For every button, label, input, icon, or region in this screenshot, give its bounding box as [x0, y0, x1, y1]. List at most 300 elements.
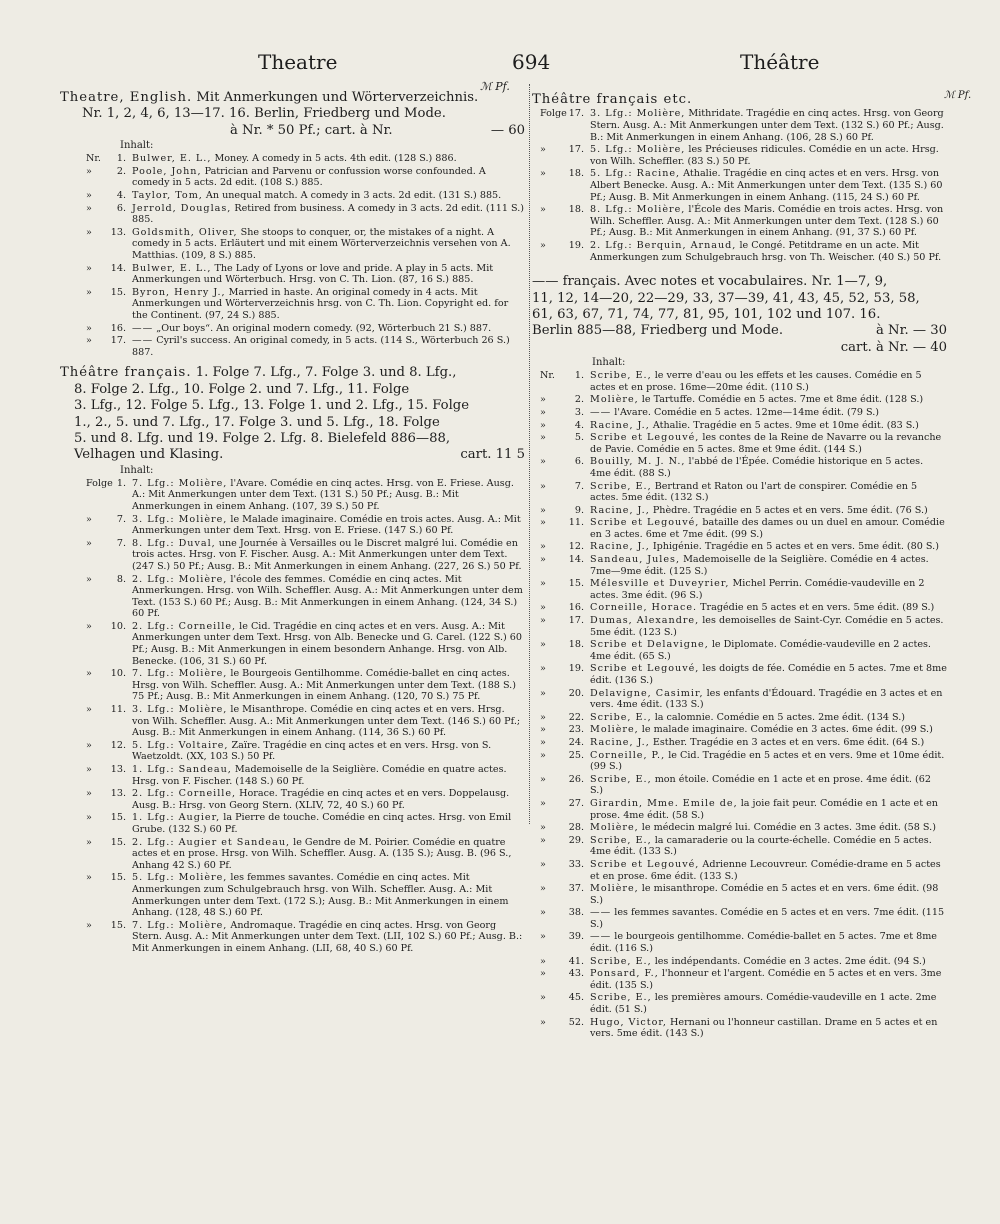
entry-label [532, 663, 584, 675]
section-lead: Théâtre français. [60, 365, 192, 381]
entry-label [60, 287, 126, 299]
entry-author: Molière, [590, 724, 639, 736]
entry-author: Sandeau, Jules, [590, 554, 681, 566]
list-item [532, 859, 947, 882]
section-line: Velhagen und Klasing. [74, 447, 224, 463]
entry-prefix: » [540, 602, 546, 614]
entry-author: 5. Lfg.: Molière, [132, 872, 228, 884]
entry-prefix: Nr. [86, 153, 101, 165]
entry-prefix: » [540, 749, 546, 761]
list-item [60, 704, 525, 739]
entry-prefix: » [540, 931, 546, 943]
section-line: 5. und 8. Lfg. und 19. Folge 2. Lfg. 8. Bielefeld 886—88, [74, 430, 451, 446]
entry-label [532, 554, 584, 566]
entry-number: 13. [110, 764, 126, 775]
entry-text: Cyril's success. An original comedy, in 5 acts. (114 S., Wörterbuch 26 S.) 887. [132, 335, 510, 358]
entry-prefix: » [540, 432, 546, 444]
entry-label [60, 740, 126, 752]
entry-label [60, 872, 126, 884]
section-price: cart. 11 5 [460, 447, 525, 463]
currency-header-right: ℳ Pf. [944, 90, 972, 101]
list-item [532, 144, 947, 167]
entry-prefix: » [540, 1016, 546, 1028]
entry-label [532, 956, 584, 968]
entry-text: l'honneur et l'argent. Comédie en 5 actes et en vers. 3me édit. (135 S.) [590, 968, 942, 991]
entry-label [532, 639, 584, 651]
list-item [532, 456, 947, 479]
list-item [60, 166, 525, 189]
entry-author: Bouilly, M. J. N., [590, 456, 686, 468]
section-line: 1. Folge 7. Lfg., 7. Folge 3. und 8. Lfg., [195, 365, 457, 381]
section-heading-francais-vocab [532, 274, 947, 356]
section-line: Avec notes et vocabulaires. Nr. 1—7, 9, [624, 274, 888, 290]
entry-author: 2. Lfg.: Corneille, [132, 788, 237, 800]
currency-header-left: ℳ Pf. [480, 80, 510, 93]
entry-author: —— [590, 907, 612, 919]
entry-label [60, 704, 126, 716]
section-line: 1., 2., 5. und 7. Lfg., 17. Folge 3. und 5. Lfg., 18. Folge [74, 414, 440, 430]
entry-label [532, 168, 584, 180]
entry-label [532, 394, 584, 406]
list-item [532, 1017, 947, 1040]
entry-prefix: » [540, 204, 546, 216]
entry-text: le Gendre de M. Poirier. Comédie en quatre actes et en prose. Hrsg. von Wilh. Scheffler. Ausg. A. (135 S.); Ausg. B. (96 S., Anhang 42 S.) 60 Pf. [132, 836, 512, 871]
entry-prefix: » [540, 797, 546, 809]
entry-prefix: » [86, 812, 92, 824]
entry-prefix: » [540, 711, 546, 723]
entry-text: Tragédie en 5 actes et en vers. 5me édit. (89 S.) [700, 602, 935, 614]
page-number: 694 [512, 50, 551, 74]
entry-author: Hugo, Victor, [590, 1016, 667, 1028]
entry-text: Zaïre. Tragédie en cinq actes et en vers. Hrsg. von S. Waetzoldt. (XX, 103 S.) 50 Pf. [132, 739, 492, 763]
entry-label [532, 432, 584, 444]
entry-label [60, 203, 126, 215]
entry-author: 3. Lfg.: Molière, [132, 513, 228, 525]
entry-number: 2. [574, 394, 584, 406]
entry-number: 16. [110, 322, 126, 334]
entry-label [532, 992, 584, 1004]
entry-label [532, 240, 584, 252]
entry-number: 5. [574, 432, 584, 444]
left-column [60, 90, 525, 956]
entry-text: le Cid. Tragédie en 5 actes et en vers. 9me et 10me édit. (99 S.) [590, 749, 945, 773]
entry-author: Racine, J., [590, 736, 650, 748]
entry-author: 5. Lfg.: Racine, [590, 168, 681, 180]
list-item [532, 432, 947, 455]
entry-number: 13. [110, 226, 126, 238]
entry-text: Patrician and Parvenu or confussion worse confounded. A comedy in 5 acts. 2d edit. (108 S.) 885. [132, 165, 486, 189]
entry-number: 3. [574, 406, 584, 418]
entry-text: Retired from business. A comedy in 3 acts. 2d edit. (111 S.) 885. [132, 202, 525, 226]
entry-label [60, 263, 126, 275]
entry-text: le Bourgeois Gentilhomme. Comédie-ballet en cinq actes. Hrsg. von Wilh. Scheffler. Ausg. A.: Mit Anmerkungen unter dem Text. (188 S.) 75 Pf.; Ausg. B.: Mit Anmerkungen in einem Anhang. (120, 70 S.) 75 Pf. [132, 668, 516, 703]
column-divider [529, 84, 530, 824]
list-item [60, 668, 525, 703]
entry-label [532, 859, 584, 871]
entry-prefix: » [540, 394, 546, 406]
entry-text: Iphigénie. Tragédie en 5 actes et en vers. 5me édit. (80 S.) [652, 541, 939, 553]
entry-prefix: » [540, 456, 546, 468]
entry-author: Scribe et Legouvé, [590, 858, 700, 870]
list-item [60, 872, 525, 918]
list-item [532, 968, 947, 991]
entry-author: 1. Lfg.: Augier, [132, 812, 221, 824]
section-price: — 60 [490, 122, 525, 138]
entry-label [532, 750, 584, 762]
entry-label [532, 420, 584, 432]
entry-prefix: » [86, 322, 92, 334]
entry-number: 27. [568, 797, 584, 809]
entry-prefix: » [540, 858, 546, 870]
section-line: 3. Lfg., 12. Folge 5. Lfg., 13. Folge 1. und 2. Lfg., 15. Folge [74, 398, 470, 414]
list-item [532, 578, 947, 601]
entry-label [532, 737, 584, 749]
entry-number: 28. [568, 822, 584, 834]
entry-number: 10. [110, 620, 126, 632]
entry-text: Mithridate. Tragédie en cinq actes. Hrsg. von Georg Stern. Ausg. A.: Mit Anmerkungen unter dem Text. (132 S.) 60 Pf.; Ausg. B.: Mit Anmerkungen in einem Anhang. (106, 28 S.) 60 Pf. [590, 108, 944, 143]
entry-number: 7. [574, 480, 584, 492]
entry-number: 18. [568, 204, 584, 216]
entry-label [532, 517, 584, 529]
entry-prefix: » [540, 687, 546, 699]
contents-label: Inhalt: [120, 464, 154, 476]
entry-label [60, 514, 126, 526]
entry-list-vocab [532, 370, 947, 1040]
list-item [532, 639, 947, 662]
list-item [532, 774, 947, 797]
entry-label [60, 166, 126, 178]
entry-author: 8. Lfg.: Molière, [590, 204, 686, 216]
entry-author: 2. Lfg.: Augier et Sandeau, [132, 836, 291, 848]
entry-label [60, 788, 126, 800]
entry-prefix: » [540, 773, 546, 785]
entry-text: bataille des dames ou un duel en amour. Comédie en 3 actes. 6me et 7me édit. (99 S.) [590, 517, 945, 540]
entry-author: Scribe, E., [590, 992, 652, 1004]
entry-number: 17. [110, 335, 126, 347]
list-item [60, 153, 525, 165]
entry-number: 15. [110, 872, 126, 884]
entry-text: la calomnie. Comédie en 5 actes. 2me édit. (134 S.) [654, 711, 906, 723]
entry-number: 37. [568, 883, 584, 895]
entry-prefix: » [86, 286, 92, 298]
list-item [60, 574, 525, 620]
list-item [60, 812, 525, 835]
entry-prefix: » [540, 419, 546, 431]
entry-text: Michel Perrin. Comédie-vaudeville en 2 actes. 3me édit. (96 S.) [590, 578, 925, 601]
entry-author: Racine, J., [590, 504, 650, 516]
section-price: à Nr. — 30 [876, 323, 947, 339]
list-item [532, 370, 947, 393]
list-item [532, 883, 947, 906]
entry-prefix: Folge [86, 477, 113, 489]
entry-prefix: » [540, 834, 546, 846]
entry-author: Scribe, E., [590, 711, 652, 723]
entry-prefix: » [86, 764, 92, 775]
entry-text: une Journée à Versailles ou le Discret malgré lui. Comédie en trois actes. Hrsg. von F. Fischer. Ausg. A.: Mit Anmerkungen unter dem Text. (247 S.) 50 Pf.; Ausg. B.: Mit Anmerkungen in einem Anhang. (227, 26 S.) 50 Pf. [132, 537, 522, 572]
entry-number: 29. [568, 834, 584, 846]
entry-prefix: » [86, 739, 92, 751]
entry-label [532, 615, 584, 627]
entry-label [532, 822, 584, 834]
entry-label [532, 578, 584, 590]
entry-label [60, 920, 126, 932]
entry-label [532, 407, 584, 419]
entry-prefix: » [86, 537, 92, 549]
entry-author: 2. Lfg.: Molière, [132, 573, 228, 585]
entry-author: —— [590, 931, 612, 943]
entry-number: 15. [568, 578, 584, 590]
entry-author: Scribe et Legouvé, [590, 517, 700, 529]
entry-number: 16. [568, 602, 584, 614]
entry-label [532, 688, 584, 700]
entry-number: 18. [568, 168, 584, 180]
entry-text: le Misanthrope. Comédie en cinq actes et en vers. Hrsg. von Wilh. Scheffler. Ausg. A.: Mit Anmerkungen unter dem Text. (146 S.) 60 Pf.; Ausg. B.: Mit Anmerkungen in einem Anhang. (114, 36 S.) 60 Pf. [132, 704, 521, 739]
entry-label [60, 668, 126, 680]
entry-text: l'École des Maris. Comédie en trois actes. Hrsg. von Wilh. Scheffler. Ausg. A.: Mit Anmerkungen unter dem Text. (128 S.) 60 Pf.; Ausg. B.: Mit Anmerkungen in einem Anhang. (91, 37 S.) 60 Pf. [590, 204, 944, 239]
entry-label [60, 478, 126, 490]
list-item [532, 688, 947, 711]
entry-text: les contes de la Reine de Navarre ou la revanche de Pavie. Comédie en 5 actes. 8me et 9me édit. (144 S.) [590, 432, 942, 455]
entry-text: la camaraderie ou la courte-échelle. Comédie en 5 actes. 4me édit. (133 S.) [590, 834, 932, 858]
entry-author: Girardin, Mme. Emile de, [590, 797, 738, 809]
entry-prefix: » [86, 573, 92, 585]
entry-text: le Diplomate. Comédie-vaudeville en 2 actes. 4me édit. (65 S.) [590, 639, 931, 662]
entry-prefix: » [540, 144, 546, 156]
entry-prefix: » [540, 907, 546, 919]
list-item [532, 931, 947, 954]
entry-label [60, 837, 126, 849]
entry-text: le bourgeois gentilhomme. Comédie-ballet en 5 actes. 7me et 8me édit. (116 S.) [590, 931, 937, 955]
entry-number: 14. [568, 554, 584, 566]
entry-prefix: » [540, 955, 546, 967]
entry-label [532, 370, 584, 382]
entry-text: Money. A comedy in 5 acts. 4th edit. (128 S.) 886. [214, 153, 457, 165]
entry-author: Scribe, E., [590, 773, 652, 785]
entry-number: 22. [568, 711, 584, 723]
entry-text: The Lady of Lyons or love and pride. A play in 5 acts. Mit Anmerkungen und Wörterbuch. Hrsg. von C. Th. Lion. (87, 16 S.) 885. [132, 262, 494, 286]
entry-text: Athalie. Tragédie en 5 actes. 9me et 10me édit. (83 S.) [652, 419, 919, 431]
entry-number: 13. [110, 788, 126, 800]
entry-author: 5. Lfg.: Molière, [590, 144, 686, 156]
contents-label: Inhalt: [120, 140, 154, 152]
entry-author: Scribe et Legouvé, [590, 432, 700, 444]
entry-author: Racine, J., [590, 419, 650, 431]
entry-prefix: Folge [540, 108, 567, 120]
entry-label [532, 968, 584, 980]
entry-prefix: » [86, 704, 92, 716]
entry-text: la Pierre de touche. Comédie en cinq actes. Hrsg. von Emil Grube. (132 S.) 60 Pf. [132, 812, 512, 835]
entry-author: 3. Lfg.: Molière, [590, 108, 686, 120]
entry-text: le Congé. Petitdrame en un acte. Mit Anmerkungen zum Schulgebrauch hrsg. von Th. Weischer. (40 S.) 50 Pf. [590, 239, 942, 263]
entry-author: Delavigne, Casimir, [590, 687, 704, 699]
list-item [60, 920, 525, 955]
entry-text: les femmes savantes. Comédie en cinq actes. Mit Anmerkungen zum Schulgebrauch hrsg. von Wilh. Scheffler. Ausg. A.: Mit Anmerkungen unter dem Text. (172 S.); Ausg. B.: Mit Anmerkungen in einem Anhang. (128, 48 S.) 60 Pf. [132, 872, 509, 919]
entry-author: Scribe et Delavigne, [590, 639, 709, 651]
entry-text: l'Avare. Comédie en 5 actes. 12me—14me édit. (79 S.) [614, 406, 880, 418]
entry-label [532, 724, 584, 736]
entry-number: 19. [568, 239, 584, 251]
entry-text: le médecin malgré lui. Comédie en 3 actes. 3me édit. (58 S.) [641, 822, 936, 834]
section-line: 61, 63, 67, 71, 74, 77, 81, 95, 101, 102 und 107. 16. [532, 306, 881, 322]
entry-text: She stoops to conquer, or, the mistakes of a night. A comedy in 5 acts. Erläutert und mit einem Wörterverzeichnis versehen von A. Matthias. (109, 8 S.) 885. [132, 226, 511, 261]
entry-author: Taylor, Tom, [132, 190, 203, 201]
entry-text: Athalie. Tragédie en cinq actes et en vers. Hrsg. von Albert Benecke. Ausg. A.: Mit Anmerkungen unter dem Text. (135 S.) 60 Pf.; Ausg. B. Mit Anmerkungen in einem Anhang. (115, 24 S.) 60 Pf. [590, 168, 943, 203]
list-item [532, 168, 947, 203]
entry-prefix: » [540, 968, 546, 980]
entry-prefix: » [86, 620, 92, 632]
entry-author: Goldsmith, Oliver, [132, 226, 238, 238]
entry-text: l'école des femmes. Comédie en cinq actes. Mit Anmerkungen. Hrsg. von Wilh. Scheffler. Ausg. A.: Mit Anmerkungen unter dem Text. (153 S.) 60 Pf.; Ausg. B.: Mit Anmerkungen in einem Anhang. (124, 34 S.) 60 Pf. [132, 573, 523, 620]
entry-prefix: » [540, 578, 546, 590]
entry-text: Adrienne Lecouvreur. Comédie-drame en 5 actes et en prose. 6me édit. (133 S.) [590, 858, 941, 882]
entry-text: Married in haste. An original comedy in 4 acts. Mit Anmerkungen und Wörterverzeichnis hrsg. von C. Th. Lion. Copyright ed. for the Continent. (97, 24 S.) 885. [132, 286, 509, 321]
list-item [532, 204, 947, 239]
entry-label [60, 190, 126, 202]
entry-prefix: Nr. [540, 370, 555, 382]
list-item [532, 724, 947, 736]
list-item [532, 992, 947, 1015]
right-column [532, 92, 947, 1041]
entry-prefix: » [540, 541, 546, 553]
entry-number: 11. [568, 517, 584, 529]
section-line: Mit Anmerkungen und Wörterverzeichnis. [196, 90, 479, 105]
entry-label [532, 602, 584, 614]
entry-number: 1. [574, 370, 584, 382]
entry-number: 17. [568, 144, 584, 156]
list-item [532, 712, 947, 724]
entry-label [532, 144, 584, 156]
entry-text: les premières amours. Comédie-vaudeville en 1 acte. 2me édit. (51 S.) [590, 992, 937, 1016]
list-item [532, 956, 947, 968]
entry-prefix: » [540, 724, 546, 736]
entry-number: 1. [116, 153, 126, 165]
section-heading-english [60, 90, 525, 139]
list-item [60, 621, 525, 667]
entry-text: l'Avare. Comédie en cinq actes. Hrsg. von E. Friese. Ausg. A.: Mit Anmerkungen unter dem Text. (131 S.) 50 Pf.; Ausg. B.: Mit Anmerkungen in einem Anhang. (107, 39 S.) 50 Pf. [132, 477, 514, 512]
entry-number: 7. [116, 537, 126, 549]
entry-prefix: » [86, 165, 92, 177]
entry-author: 3. Lfg.: Molière, [132, 704, 228, 716]
entry-prefix: » [86, 668, 92, 680]
list-item [60, 788, 525, 811]
entry-number: 2. [116, 165, 126, 177]
entry-text: le Malade imaginaire. Comédie en trois actes. Ausg. A.: Mit Anmerkungen unter dem Text. Hrsg. von E. Friese. (147 S.) 60 Pf. [132, 513, 521, 537]
entry-author: 1. Lfg.: Sandeau, [132, 764, 232, 775]
entry-prefix: » [540, 639, 546, 651]
entry-text: l'abbé de l'Épée. Comédie historique en 5 actes. 4me édit. (88 S.) [590, 456, 924, 479]
entry-prefix: » [540, 168, 546, 180]
entry-number: 6. [116, 202, 126, 214]
entry-author: Corneille, P., [590, 749, 666, 761]
entry-author: 2. Lfg.: Corneille, [132, 620, 237, 632]
entry-label [532, 798, 584, 810]
entry-author: Molière, [590, 394, 639, 406]
entry-text: Andromaque. Tragédie en cinq actes. Hrsg. von Georg Stern. Ausg. A.: Mit Anmerkungen unter dem Text. (LII, 102 S.) 60 Pf.; Ausg. B.: Mit Anmerkungen in einem Anhang. (LII, 68, 40 S.) 60 Pf. [132, 919, 523, 954]
list-item [532, 907, 947, 930]
entry-prefix: » [86, 190, 92, 201]
entry-number: 15. [110, 836, 126, 848]
list-item [532, 394, 947, 406]
entry-number: 24. [568, 736, 584, 748]
entry-prefix: » [86, 262, 92, 274]
section-line: 8. Folge 2. Lfg., 10. Folge 2. und 7. Lfg., 11. Folge [74, 381, 410, 397]
list-item [532, 737, 947, 749]
entry-text: le verre d'eau ou les effets et les causes. Comédie en 5 actes et en prose. 16me—20me édit. (110 S.) [590, 370, 922, 393]
entry-author: —— [132, 335, 154, 347]
entry-number: 41. [568, 955, 584, 967]
entry-number: 11. [110, 704, 126, 716]
contents-label: Inhalt: [592, 357, 626, 369]
list-item [532, 750, 947, 773]
entry-text: Phèdre. Tragédie en 5 actes et en vers. 5me édit. (76 S.) [652, 504, 928, 516]
list-item [532, 554, 947, 577]
entry-text: le misanthrope. Comédie en 5 actes et en vers. 6me édit. (98 S.) [590, 883, 939, 906]
entry-author: —— [132, 322, 154, 334]
entry-prefix: » [540, 992, 546, 1004]
entry-author: Bulwer, E. L., [132, 262, 212, 274]
entry-number: 9. [574, 504, 584, 516]
section-heading-continued [532, 92, 947, 108]
entry-text: Horace. Tragédie en cinq actes et en vers. Doppelausg. Ausg. B.: Hrsg. von Georg Stern. (XLIV, 72, 40 S.) 60 Pf. [132, 788, 510, 811]
entry-text: Bertrand et Raton ou l'art de conspirer. Comédie en 5 actes. 5me édit. (132 S.) [590, 480, 918, 504]
entry-number: 4. [574, 419, 584, 431]
entry-author: 7. Lfg.: Molière, [132, 668, 228, 680]
entry-number: 14. [110, 262, 126, 274]
entry-number: 43. [568, 968, 584, 980]
entry-text: les doigts de fée. Comédie en 5 actes. 7me et 8me édit. (136 S.) [590, 663, 947, 686]
entry-author: Dumas, Alexandre, [590, 615, 700, 627]
entry-author: Jerrold, Douglas, [132, 202, 232, 214]
list-item [60, 287, 525, 322]
list-item [532, 615, 947, 638]
entry-list-continued [532, 108, 947, 263]
entry-number: 19. [568, 663, 584, 675]
list-item [60, 323, 525, 335]
entry-author: Corneille, Horace. [590, 602, 698, 614]
entry-number: 23. [568, 724, 584, 736]
entry-label [532, 481, 584, 493]
entry-text: „Our boys“. An original modern comedy. (92, Wörterbuch 21 S.) 887. [156, 322, 492, 334]
entry-prefix: » [540, 736, 546, 748]
entry-author: Scribe et Legouvé, [590, 663, 700, 675]
entry-text: les femmes savantes. Comédie en 5 actes et en vers. 7me édit. (115 S.) [590, 907, 945, 930]
entry-text: le Tartuffe. Comédie en 5 actes. 7me et 8me édit. (128 S.) [641, 394, 924, 406]
entry-label [532, 1017, 584, 1029]
entry-author: Molière, [590, 822, 639, 834]
entry-label [60, 621, 126, 633]
page-header [0, 50, 1000, 80]
entry-label [60, 335, 126, 347]
entry-label [532, 108, 584, 120]
running-head-right: Théâtre [740, 50, 820, 74]
entry-prefix: » [540, 406, 546, 418]
section-line: à Nr. * 50 Pf.; cart. à Nr. [230, 122, 393, 138]
list-item [60, 514, 525, 537]
entry-label [60, 574, 126, 586]
entry-text: le Cid. Tragédie en cinq actes et en vers. Ausg. A.: Mit Anmerkungen unter dem Text. Hrsg. von Alb. Benecke und G. Carel. (122 S.) 60 Pf.; Ausg. B.: Mit Anmerkungen in einem besondern Anhange. Hrsg. von Alb. Benecke. (106, 31 S.) 60 Pf. [132, 620, 522, 667]
entry-number: 17. [568, 615, 584, 627]
entry-author: 5. Lfg.: Voltaire, [132, 739, 229, 751]
entry-prefix: » [86, 788, 92, 800]
entry-text: les indépendants. Comédie en 3 actes. 2me édit. (94 S.) [654, 955, 926, 967]
list-item [532, 505, 947, 517]
list-item [60, 478, 525, 513]
entry-prefix: » [540, 554, 546, 566]
entry-text: An unequal match. A comedy in 3 acts. 2d edit. (131 S.) 885. [205, 190, 502, 201]
list-item [532, 663, 947, 686]
list-item [60, 740, 525, 763]
entry-author: Scribe, E., [590, 955, 652, 967]
